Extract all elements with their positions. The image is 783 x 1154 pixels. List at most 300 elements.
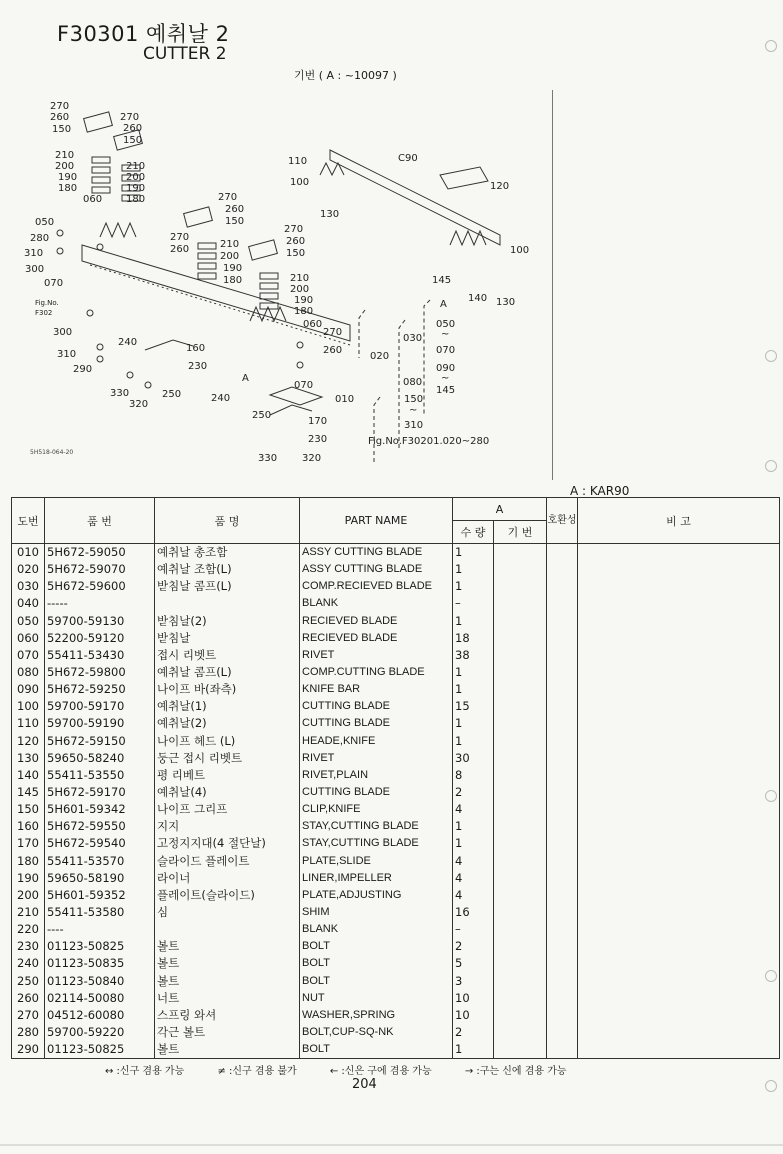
table-row: [12, 664, 780, 681]
cell-remarks: [578, 698, 780, 715]
svg-text:150: 150: [52, 124, 72, 135]
cell-part-name: RIVET: [300, 750, 453, 767]
col-remarks: 비 고: [578, 498, 780, 544]
legend-item: ≠ :신구 겸용 불가: [217, 1066, 297, 1077]
cell-quantity: 38: [453, 647, 494, 664]
cell-ref-no: 240: [12, 955, 45, 972]
cell-part-number: 59700-59220: [45, 1024, 155, 1041]
blade-teeth-right-b: [450, 231, 486, 245]
cell-part-number: 5H672-59550: [45, 818, 155, 835]
cell-name-kr: [155, 921, 300, 938]
cell-quantity: 1: [453, 681, 494, 698]
cell-part-name: WASHER,SPRING: [300, 1007, 453, 1024]
cell-remarks: [578, 613, 780, 630]
svg-text:270: 270: [323, 327, 343, 338]
svg-text:F302: F302: [35, 309, 53, 317]
cell-ref-no: 050: [12, 613, 45, 630]
table-row: [12, 578, 780, 595]
cell-remarks: [578, 887, 780, 904]
col-qty: 수 량: [453, 521, 494, 544]
scan-edge: [0, 1144, 783, 1146]
col-name-kr: 품 명: [155, 498, 300, 544]
cell-remarks: [578, 784, 780, 801]
cell-kiban: [494, 973, 547, 990]
cell-ref-no: 120: [12, 733, 45, 750]
table-row: [12, 904, 780, 921]
cell-name-kr: 각근 볼트: [155, 1024, 300, 1041]
cell-part-number: 5H672-59050: [45, 544, 155, 562]
cell-remarks: [578, 938, 780, 955]
cell-kiban: [494, 750, 547, 767]
svg-text:270: 270: [50, 101, 70, 112]
table-row: [12, 784, 780, 801]
cell-ref-no: 140: [12, 767, 45, 784]
cell-kiban: [494, 613, 547, 630]
table-row: [12, 733, 780, 750]
cell-part-number: -----: [45, 595, 155, 612]
svg-text:280: 280: [30, 233, 50, 244]
svg-text:130: 130: [496, 297, 516, 308]
blade-teeth-left: [100, 223, 136, 237]
cell-part-name: PLATE,SLIDE: [300, 853, 453, 870]
cell-kiban: [494, 818, 547, 835]
cell-name-kr: 나이프 바(좌측): [155, 681, 300, 698]
cell-quantity: 2: [453, 938, 494, 955]
cell-remarks: [578, 544, 780, 562]
cell-quantity: 8: [453, 767, 494, 784]
table-row: [12, 990, 780, 1007]
cell-part-number: 5H672-59250: [45, 681, 155, 698]
cell-compat: [547, 955, 578, 972]
svg-text:190: 190: [223, 263, 243, 274]
table-row: [12, 715, 780, 732]
table-row: [12, 955, 780, 972]
binding-hole: [765, 790, 777, 802]
cell-remarks: [578, 801, 780, 818]
english-title: CUTTER 2: [143, 44, 227, 64]
svg-text:200: 200: [55, 161, 75, 172]
svg-text:090: 090: [436, 363, 456, 374]
cell-remarks: [578, 835, 780, 852]
cell-compat: [547, 990, 578, 1007]
col-part-name: PART NAME: [300, 498, 453, 544]
legend-item: → :구는 신에 겸용 가능: [464, 1066, 567, 1077]
cell-ref-no: 130: [12, 750, 45, 767]
svg-text:145: 145: [436, 385, 456, 396]
cell-ref-no: 280: [12, 1024, 45, 1041]
cell-kiban: [494, 835, 547, 852]
table-row: [12, 938, 780, 955]
cell-ref-no: 210: [12, 904, 45, 921]
cell-remarks: [578, 681, 780, 698]
cell-ref-no: 020: [12, 561, 45, 578]
cell-quantity: 2: [453, 1024, 494, 1041]
col-kiban: 기 번: [494, 521, 547, 544]
cell-remarks: [578, 767, 780, 784]
cell-part-name: CLIP,KNIFE: [300, 801, 453, 818]
cell-remarks: [578, 990, 780, 1007]
cell-quantity: 16: [453, 904, 494, 921]
cell-kiban: [494, 698, 547, 715]
cell-compat: [547, 630, 578, 647]
svg-text:210: 210: [126, 161, 146, 172]
cell-ref-no: 270: [12, 1007, 45, 1024]
cell-quantity: 1: [453, 544, 494, 562]
svg-text:150: 150: [286, 248, 306, 259]
cell-remarks: [578, 853, 780, 870]
cell-name-kr: 지지: [155, 818, 300, 835]
cell-part-number: 5H672-59600: [45, 578, 155, 595]
svg-text:200: 200: [220, 251, 240, 262]
cell-name-kr: 예취날 조함(L): [155, 561, 300, 578]
table-row: [12, 595, 780, 612]
svg-text:250: 250: [162, 389, 182, 400]
table-row: [12, 1041, 780, 1059]
svg-text:~: ~: [441, 373, 450, 384]
cell-ref-no: 040: [12, 595, 45, 612]
cell-compat: [547, 835, 578, 852]
cell-kiban: [494, 664, 547, 681]
svg-text:180: 180: [126, 194, 146, 205]
cell-part-number: 5H672-59150: [45, 733, 155, 750]
svg-text:170: 170: [308, 416, 328, 427]
svg-text:020: 020: [370, 351, 390, 362]
cell-compat: [547, 647, 578, 664]
cell-ref-no: 250: [12, 973, 45, 990]
cell-ref-no: 180: [12, 853, 45, 870]
cell-quantity: 5: [453, 955, 494, 972]
base-serial-note: 기번 ( A : ~10097 ): [294, 69, 397, 82]
cell-quantity: 4: [453, 870, 494, 887]
svg-text:110: 110: [288, 156, 308, 167]
cell-part-name: STAY,CUTTING BLADE: [300, 835, 453, 852]
cell-compat: [547, 921, 578, 938]
svg-text:270: 270: [218, 192, 238, 203]
cell-part-number: 01123-50825: [45, 938, 155, 955]
cell-part-number: 01123-50835: [45, 955, 155, 972]
cell-compat: [547, 973, 578, 990]
cell-compat: [547, 750, 578, 767]
cell-quantity: 2: [453, 784, 494, 801]
cell-part-number: 55411-53580: [45, 904, 155, 921]
cell-kiban: [494, 630, 547, 647]
cell-part-name: PLATE,ADJUSTING: [300, 887, 453, 904]
cell-name-kr: 볼트: [155, 1041, 300, 1059]
cell-compat: [547, 681, 578, 698]
cell-compat: [547, 1041, 578, 1059]
cell-ref-no: 010: [12, 544, 45, 562]
cell-quantity: 10: [453, 1007, 494, 1024]
cell-part-name: LINER,IMPELLER: [300, 870, 453, 887]
svg-text:180: 180: [58, 183, 78, 194]
cell-kiban: [494, 801, 547, 818]
cell-name-kr: 스프링 와셔: [155, 1007, 300, 1024]
cell-quantity: 30: [453, 750, 494, 767]
cell-name-kr: 고정지지대(4 절단날): [155, 835, 300, 852]
svg-text:250: 250: [252, 410, 272, 421]
cell-name-kr: 예취날(2): [155, 715, 300, 732]
cell-part-name: BOLT: [300, 1041, 453, 1059]
svg-text:070: 070: [294, 380, 314, 391]
cell-remarks: [578, 818, 780, 835]
cell-compat: [547, 664, 578, 681]
svg-text:330: 330: [258, 453, 278, 464]
svg-text:320: 320: [302, 453, 322, 464]
svg-text:070: 070: [436, 345, 456, 356]
cell-ref-no: 260: [12, 990, 45, 1007]
cell-kiban: [494, 578, 547, 595]
binding-hole: [765, 970, 777, 982]
cell-compat: [547, 544, 578, 562]
cell-compat: [547, 870, 578, 887]
cell-part-name: RIVET: [300, 647, 453, 664]
cell-quantity: –: [453, 921, 494, 938]
cell-part-name: SHIM: [300, 904, 453, 921]
cell-compat: [547, 853, 578, 870]
cell-part-name: BLANK: [300, 595, 453, 612]
cell-remarks: [578, 1041, 780, 1059]
cell-quantity: 1: [453, 578, 494, 595]
table-row: [12, 801, 780, 818]
cell-quantity: 4: [453, 887, 494, 904]
catalog-code-title: F30301 예취날 2: [57, 22, 230, 46]
table-row: [12, 973, 780, 990]
cell-compat: [547, 784, 578, 801]
cell-ref-no: 200: [12, 887, 45, 904]
cell-part-name: BOLT,CUP-SQ-NK: [300, 1024, 453, 1041]
compatibility-legend: [105, 1062, 597, 1077]
svg-text:270: 270: [284, 224, 304, 235]
svg-text:190: 190: [294, 295, 314, 306]
table-row: [12, 818, 780, 835]
svg-text:070: 070: [44, 278, 64, 289]
cell-quantity: –: [453, 595, 494, 612]
cell-remarks: [578, 973, 780, 990]
cell-compat: [547, 887, 578, 904]
table-row: [12, 681, 780, 698]
svg-text:Fig.No.: Fig.No.: [35, 299, 59, 307]
table-row: [12, 870, 780, 887]
svg-text:200: 200: [290, 284, 310, 295]
table-row: [12, 1007, 780, 1024]
cell-ref-no: 230: [12, 938, 45, 955]
cell-part-name: HEADE,KNIFE: [300, 733, 453, 750]
cell-compat: [547, 613, 578, 630]
cell-remarks: [578, 595, 780, 612]
cell-kiban: [494, 784, 547, 801]
table-row: [12, 613, 780, 630]
svg-text:100: 100: [290, 177, 310, 188]
cell-remarks: [578, 1007, 780, 1024]
cell-ref-no: 110: [12, 715, 45, 732]
cell-kiban: [494, 870, 547, 887]
cell-ref-no: 150: [12, 801, 45, 818]
page-number: 204: [352, 1077, 377, 1092]
cell-remarks: [578, 750, 780, 767]
cell-ref-no: 100: [12, 698, 45, 715]
svg-text:300: 300: [53, 327, 73, 338]
cell-part-number: 59650-58190: [45, 870, 155, 887]
table-row: [12, 921, 780, 938]
cell-remarks: [578, 921, 780, 938]
cell-part-number: ----: [45, 921, 155, 938]
svg-text:130: 130: [320, 209, 340, 220]
cell-part-name: RIVET,PLAIN: [300, 767, 453, 784]
cell-compat: [547, 801, 578, 818]
svg-text:210: 210: [55, 150, 75, 161]
cell-remarks: [578, 664, 780, 681]
cell-part-number: 55411-53430: [45, 647, 155, 664]
cell-compat: [547, 1007, 578, 1024]
cell-kiban: [494, 921, 547, 938]
cell-part-name: ASSY CUTTING BLADE: [300, 561, 453, 578]
svg-text:210: 210: [290, 273, 310, 284]
svg-text:100: 100: [510, 245, 530, 256]
cell-remarks: [578, 955, 780, 972]
cell-kiban: [494, 938, 547, 955]
svg-text:180: 180: [294, 306, 314, 317]
cell-quantity: 18: [453, 630, 494, 647]
cell-part-number: 52200-59120: [45, 630, 155, 647]
cell-name-kr: 둥근 접시 리벳트: [155, 750, 300, 767]
cell-compat: [547, 561, 578, 578]
svg-text:150: 150: [225, 216, 245, 227]
cell-kiban: [494, 904, 547, 921]
cell-quantity: 4: [453, 801, 494, 818]
cell-name-kr: 볼트: [155, 973, 300, 990]
cell-name-kr: 받침날 콤프(L): [155, 578, 300, 595]
svg-text:270: 270: [170, 232, 190, 243]
svg-text:050: 050: [436, 319, 456, 330]
svg-text:~: ~: [409, 405, 418, 416]
cell-kiban: [494, 544, 547, 562]
col-compat: 호환성: [547, 498, 578, 544]
cell-kiban: [494, 1024, 547, 1041]
cell-kiban: [494, 681, 547, 698]
cell-remarks: [578, 1024, 780, 1041]
cell-part-number: 5H601-59352: [45, 887, 155, 904]
cell-ref-no: 170: [12, 835, 45, 852]
cell-ref-no: 220: [12, 921, 45, 938]
svg-text:140: 140: [468, 293, 488, 304]
cell-part-number: 5H672-59540: [45, 835, 155, 852]
cell-part-number: 55411-53570: [45, 853, 155, 870]
parts-table: [11, 497, 780, 1059]
cell-part-name: BOLT: [300, 955, 453, 972]
cell-name-kr: 예취날 콤프(L): [155, 664, 300, 681]
cell-name-kr: 예취날(4): [155, 784, 300, 801]
cell-part-number: 59700-59190: [45, 715, 155, 732]
cell-name-kr: 플레이트(슬라이드): [155, 887, 300, 904]
cell-part-number: 5H672-59070: [45, 561, 155, 578]
cell-part-name: BLANK: [300, 921, 453, 938]
cell-kiban: [494, 595, 547, 612]
cell-part-name: CUTTING BLADE: [300, 698, 453, 715]
table-row: [12, 698, 780, 715]
svg-text:180: 180: [223, 275, 243, 286]
cell-name-kr: 받침날(2): [155, 613, 300, 630]
cell-ref-no: 190: [12, 870, 45, 887]
binding-hole: [765, 1080, 777, 1092]
cell-compat: [547, 938, 578, 955]
cell-part-number: 59650-58240: [45, 750, 155, 767]
svg-text:190: 190: [126, 183, 146, 194]
cell-name-kr: 슬라이드 플레이트: [155, 853, 300, 870]
cell-part-name: CUTTING BLADE: [300, 784, 453, 801]
svg-text:145: 145: [432, 275, 452, 286]
knife-head: [440, 167, 488, 189]
cell-name-kr: 평 리베트: [155, 767, 300, 784]
cell-ref-no: 080: [12, 664, 45, 681]
cell-name-kr: 볼트: [155, 955, 300, 972]
svg-text:240: 240: [211, 393, 231, 404]
svg-text:C90: C90: [398, 153, 418, 164]
cell-name-kr: 너트: [155, 990, 300, 1007]
svg-text:240: 240: [118, 337, 138, 348]
cell-part-number: 55411-53550: [45, 767, 155, 784]
svg-text:150: 150: [404, 394, 424, 405]
cell-ref-no: 030: [12, 578, 45, 595]
svg-text:190: 190: [58, 172, 78, 183]
cell-name-kr: 예취날(1): [155, 698, 300, 715]
cell-ref-no: 090: [12, 681, 45, 698]
binding-hole: [765, 460, 777, 472]
cell-part-name: BOLT: [300, 938, 453, 955]
cell-name-kr: 접시 리벳트: [155, 647, 300, 664]
cell-kiban: [494, 561, 547, 578]
svg-text:~: ~: [441, 329, 450, 340]
cell-compat: [547, 698, 578, 715]
svg-text:060: 060: [83, 194, 103, 205]
table-row: [12, 561, 780, 578]
cell-ref-no: 070: [12, 647, 45, 664]
svg-text:310: 310: [24, 248, 44, 259]
svg-text:210: 210: [220, 239, 240, 250]
svg-text:290: 290: [73, 364, 93, 375]
cell-ref-no: 160: [12, 818, 45, 835]
binding-hole: [765, 350, 777, 362]
svg-text:260: 260: [170, 244, 190, 255]
cell-part-name: STAY,CUTTING BLADE: [300, 818, 453, 835]
cell-compat: [547, 1024, 578, 1041]
cell-part-name: KNIFE BAR: [300, 681, 453, 698]
svg-text:270: 270: [120, 112, 140, 123]
svg-text:300: 300: [25, 264, 45, 275]
cell-name-kr: 나이프 그리프: [155, 801, 300, 818]
cell-remarks: [578, 578, 780, 595]
cell-quantity: 4: [453, 853, 494, 870]
exploded-parts-diagram: [20, 95, 550, 475]
svg-text:200: 200: [126, 172, 146, 183]
svg-text:060: 060: [303, 319, 323, 330]
svg-text:160: 160: [186, 343, 206, 354]
cell-name-kr: 나이프 헤드 (L): [155, 733, 300, 750]
table-row: [12, 835, 780, 852]
col-a: A: [453, 498, 547, 521]
cell-remarks: [578, 733, 780, 750]
svg-text:260: 260: [323, 345, 343, 356]
table-row: [12, 544, 780, 562]
svg-text:260: 260: [225, 204, 245, 215]
cell-compat: [547, 904, 578, 921]
cell-part-number: 5H672-59800: [45, 664, 155, 681]
cell-remarks: [578, 647, 780, 664]
svg-text:150: 150: [123, 135, 143, 146]
svg-text:310: 310: [57, 349, 77, 360]
table-row: [12, 750, 780, 767]
cell-quantity: 1: [453, 561, 494, 578]
knife-bar-right: [330, 150, 500, 245]
